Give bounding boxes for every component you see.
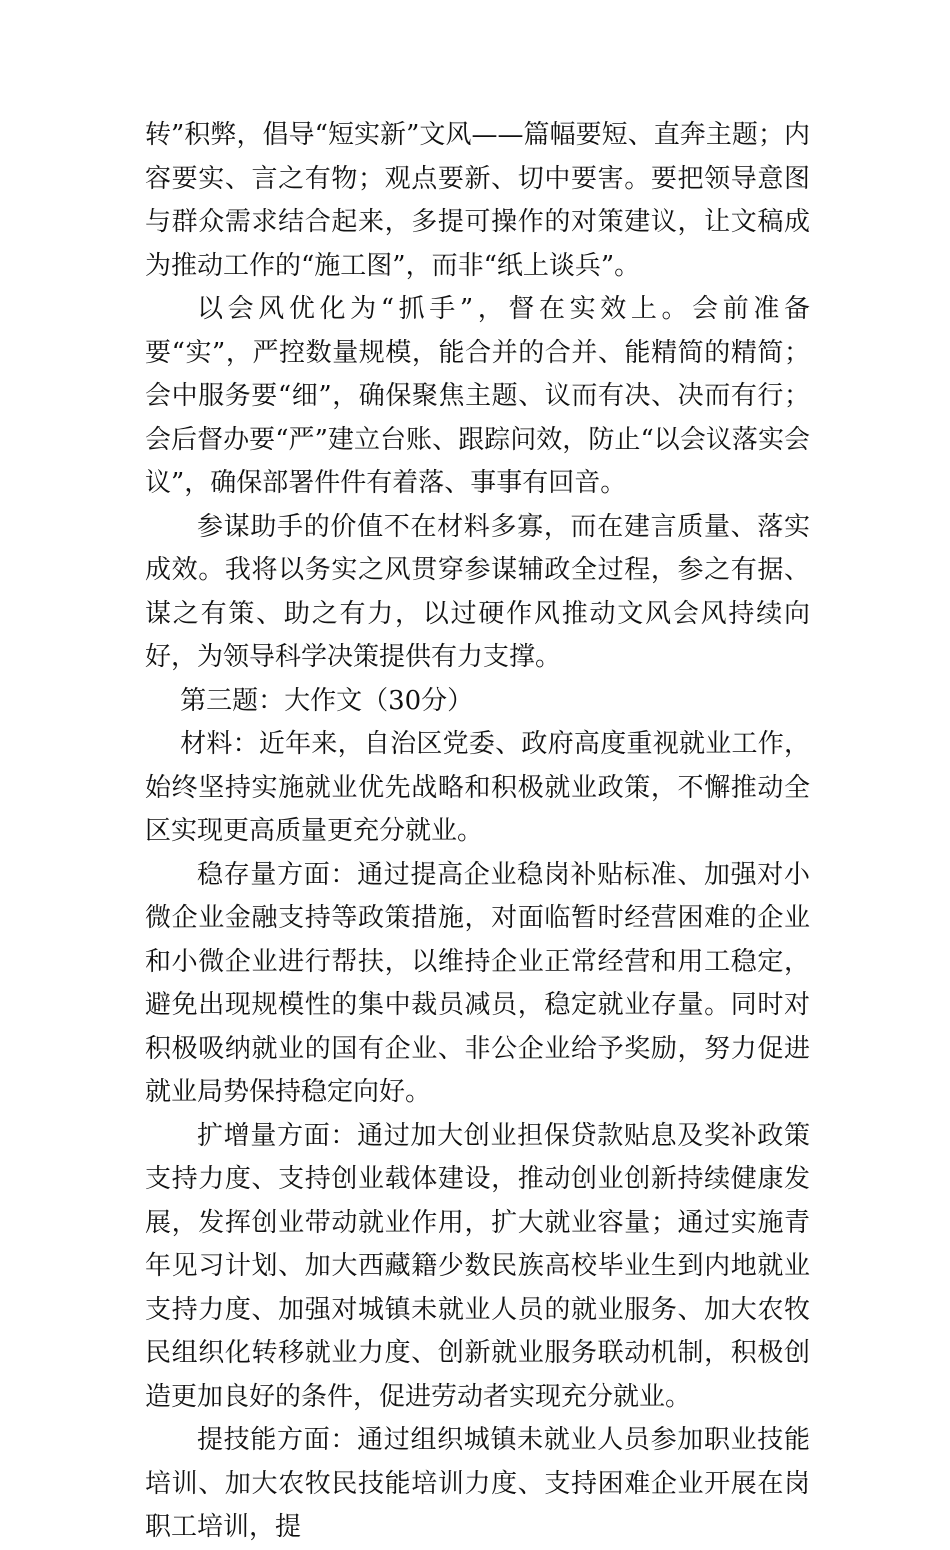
material-intro: 材料：近年来，自治区党委、政府高度重视就业工作，始终坚持实施就业优先战略和积极就业政策，不懈推动全区实现更高质量更充分就业。 bbox=[145, 729, 810, 846]
paragraph-improve-skills: 提技能方面：通过组织城镇未就业人员参加职业技能培训、加大农牧民技能培训力度、支持困难企业开展在岗职工培训，提 bbox=[145, 1425, 810, 1542]
paragraph-stabilize-stock: 稳存量方面：通过提高企业稳岗补贴标准、加强对小微企业金融支持等政策措施，对面临暂时经营困难的企业和小微企业进行帮扶，以维持企业正常经营和用工稳定，避免出现规模性的集中裁员减员，稳定就业存量。同时对积极吸纳就业的国有企业、非公企业给予奖励，努力促进就业局势保持稳定向好。 bbox=[145, 859, 810, 1107]
paragraph-writing-style: 转”积弊，倡导“短实新”文风——篇幅要短、直奔主题；内容要实、言之有物；观点要新、切中要害。要把领导意图与群众需求结合起来，多提可操作的对策建议，让文稿成为推动工作的“施工图”，而非“纸上谈兵”。 bbox=[145, 120, 810, 281]
document-page bbox=[145, 114, 810, 1550]
paragraph-advisor-value: 参谋助手的价值不在材料多寡，而在建言质量、落实成效。我将以务实之风贯穿参谋辅政全过程，参之有据、谋之有策、助之有力，以过硬作风推动文风会风持续向好，为领导科学决策提供有力支撑。 bbox=[145, 511, 810, 672]
question-three-heading: 第三题：大作文（30分） bbox=[180, 685, 474, 716]
paragraph-meeting-style: 以会风优化为“抓手”，督在实效上。会前准备要“实”，严控数量规模，能合并的合并、能精简的精简；会中服务要“细”，确保聚焦主题、议而有决、决而有行；会后督办要“严”建立台账、跟踪问效，防止“以会议落实会议”，确保部署件件有着落、事事有回音。 bbox=[145, 294, 810, 498]
paragraph-expand-increment: 扩增量方面：通过加大创业担保贷款贴息及奖补政策支持力度、支持创业载体建设，推动创业创新持续健康发展，发挥创业带动就业作用，扩大就业容量；通过实施青年见习计划、加大西藏籍少数民族高校毕业生到内地就业支持力度、加强对城镇未就业人员的就业服务、加大农牧民组织化转移就业力度、创新就业服务联动机制，积极创造更加良好的条件，促进劳动者实现充分就业。 bbox=[145, 1120, 810, 1412]
